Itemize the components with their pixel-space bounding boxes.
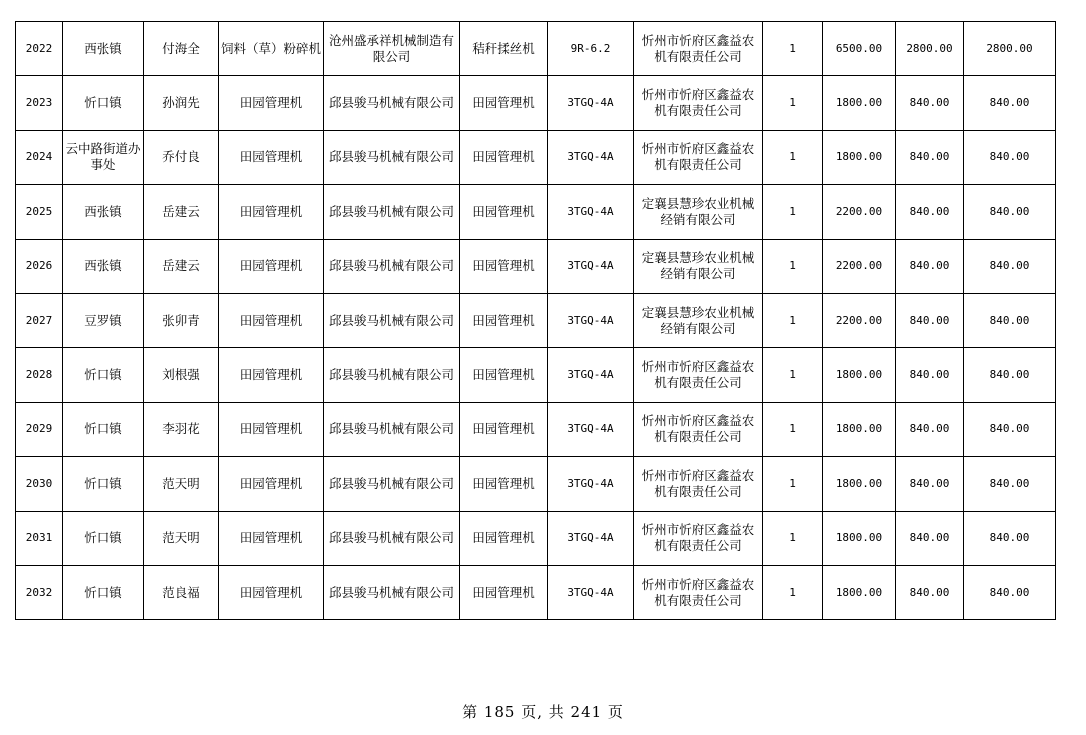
quantity-cell: 1 bbox=[763, 130, 823, 184]
machine-category-cell: 饲料（草）粉碎机 bbox=[219, 22, 324, 76]
table-row bbox=[16, 348, 1056, 402]
product-name-cell: 田园管理机 bbox=[460, 565, 548, 619]
record-number-cell: 2022 bbox=[16, 22, 63, 76]
sale-price-cell: 1800.00 bbox=[823, 457, 896, 511]
product-name-cell: 田园管理机 bbox=[460, 239, 548, 293]
farmer-name-cell: 张卯青 bbox=[144, 293, 219, 347]
dealer-cell: 忻州市忻府区鑫益农机有限责任公司 bbox=[634, 457, 763, 511]
subsidy-table bbox=[15, 21, 1056, 620]
subsidy-amount-cell: 840.00 bbox=[896, 565, 964, 619]
model-number-cell: 3TGQ-4A bbox=[548, 402, 634, 456]
model-number-cell: 3TGQ-4A bbox=[548, 130, 634, 184]
table-row bbox=[16, 185, 1056, 239]
sale-price-cell: 1800.00 bbox=[823, 76, 896, 130]
total-subsidy-cell: 840.00 bbox=[964, 348, 1056, 402]
model-number-cell: 3TGQ-4A bbox=[548, 76, 634, 130]
table-row bbox=[16, 402, 1056, 456]
machine-category-cell: 田园管理机 bbox=[219, 185, 324, 239]
subsidy-amount-cell: 840.00 bbox=[896, 130, 964, 184]
farmer-name-cell: 范天明 bbox=[144, 457, 219, 511]
quantity-cell: 1 bbox=[763, 565, 823, 619]
page-footer: 第 185 页, 共 241 页 bbox=[462, 703, 624, 721]
farmer-name-cell: 乔付良 bbox=[144, 130, 219, 184]
manufacturer-cell: 邱县骏马机械有限公司 bbox=[324, 511, 460, 565]
manufacturer-cell: 邱县骏马机械有限公司 bbox=[324, 76, 460, 130]
model-number-cell: 3TGQ-4A bbox=[548, 348, 634, 402]
machine-category-cell: 田园管理机 bbox=[219, 239, 324, 293]
quantity-cell: 1 bbox=[763, 402, 823, 456]
table-row bbox=[16, 565, 1056, 619]
township-cell: 忻口镇 bbox=[63, 402, 144, 456]
dealer-cell: 忻州市忻府区鑫益农机有限责任公司 bbox=[634, 348, 763, 402]
township-cell: 忻口镇 bbox=[63, 457, 144, 511]
total-subsidy-cell: 840.00 bbox=[964, 293, 1056, 347]
product-name-cell: 田园管理机 bbox=[460, 511, 548, 565]
sale-price-cell: 1800.00 bbox=[823, 565, 896, 619]
record-number-cell: 2030 bbox=[16, 457, 63, 511]
manufacturer-cell: 邱县骏马机械有限公司 bbox=[324, 130, 460, 184]
farmer-name-cell: 岳建云 bbox=[144, 185, 219, 239]
product-name-cell: 田园管理机 bbox=[460, 130, 548, 184]
model-number-cell: 3TGQ-4A bbox=[548, 511, 634, 565]
quantity-cell: 1 bbox=[763, 22, 823, 76]
model-number-cell: 9R-6.2 bbox=[548, 22, 634, 76]
sale-price-cell: 1800.00 bbox=[823, 402, 896, 456]
total-subsidy-cell: 840.00 bbox=[964, 130, 1056, 184]
township-cell: 豆罗镇 bbox=[63, 293, 144, 347]
dealer-cell: 忻州市忻府区鑫益农机有限责任公司 bbox=[634, 76, 763, 130]
table-row bbox=[16, 293, 1056, 347]
table-body bbox=[16, 22, 1056, 620]
product-name-cell: 田园管理机 bbox=[460, 185, 548, 239]
township-cell: 忻口镇 bbox=[63, 348, 144, 402]
sale-price-cell: 2200.00 bbox=[823, 293, 896, 347]
machine-category-cell: 田园管理机 bbox=[219, 130, 324, 184]
farmer-name-cell: 岳建云 bbox=[144, 239, 219, 293]
farmer-name-cell: 付海全 bbox=[144, 22, 219, 76]
quantity-cell: 1 bbox=[763, 185, 823, 239]
township-cell: 西张镇 bbox=[63, 22, 144, 76]
machine-category-cell: 田园管理机 bbox=[219, 76, 324, 130]
dealer-cell: 忻州市忻府区鑫益农机有限责任公司 bbox=[634, 402, 763, 456]
table-row bbox=[16, 76, 1056, 130]
dealer-cell: 定襄县慧珍农业机械经销有限公司 bbox=[634, 239, 763, 293]
township-cell: 西张镇 bbox=[63, 185, 144, 239]
quantity-cell: 1 bbox=[763, 76, 823, 130]
sale-price-cell: 1800.00 bbox=[823, 130, 896, 184]
product-name-cell: 田园管理机 bbox=[460, 457, 548, 511]
quantity-cell: 1 bbox=[763, 239, 823, 293]
subsidy-amount-cell: 840.00 bbox=[896, 76, 964, 130]
township-cell: 忻口镇 bbox=[63, 565, 144, 619]
record-number-cell: 2025 bbox=[16, 185, 63, 239]
sale-price-cell: 1800.00 bbox=[823, 511, 896, 565]
product-name-cell: 田园管理机 bbox=[460, 293, 548, 347]
table-row bbox=[16, 457, 1056, 511]
manufacturer-cell: 邱县骏马机械有限公司 bbox=[324, 239, 460, 293]
dealer-cell: 忻州市忻府区鑫益农机有限责任公司 bbox=[634, 511, 763, 565]
manufacturer-cell: 邱县骏马机械有限公司 bbox=[324, 565, 460, 619]
farmer-name-cell: 刘根强 bbox=[144, 348, 219, 402]
table-row bbox=[16, 22, 1056, 76]
subsidy-amount-cell: 840.00 bbox=[896, 348, 964, 402]
model-number-cell: 3TGQ-4A bbox=[548, 565, 634, 619]
quantity-cell: 1 bbox=[763, 348, 823, 402]
machine-category-cell: 田园管理机 bbox=[219, 293, 324, 347]
product-name-cell: 田园管理机 bbox=[460, 348, 548, 402]
farmer-name-cell: 范天明 bbox=[144, 511, 219, 565]
quantity-cell: 1 bbox=[763, 457, 823, 511]
record-number-cell: 2027 bbox=[16, 293, 63, 347]
machine-category-cell: 田园管理机 bbox=[219, 565, 324, 619]
record-number-cell: 2029 bbox=[16, 402, 63, 456]
manufacturer-cell: 邱县骏马机械有限公司 bbox=[324, 402, 460, 456]
dealer-cell: 忻州市忻府区鑫益农机有限责任公司 bbox=[634, 22, 763, 76]
model-number-cell: 3TGQ-4A bbox=[548, 293, 634, 347]
township-cell: 忻口镇 bbox=[63, 76, 144, 130]
total-subsidy-cell: 840.00 bbox=[964, 76, 1056, 130]
total-subsidy-cell: 840.00 bbox=[964, 185, 1056, 239]
record-number-cell: 2028 bbox=[16, 348, 63, 402]
subsidy-amount-cell: 840.00 bbox=[896, 457, 964, 511]
quantity-cell: 1 bbox=[763, 293, 823, 347]
model-number-cell: 3TGQ-4A bbox=[548, 239, 634, 293]
machine-category-cell: 田园管理机 bbox=[219, 457, 324, 511]
table-row bbox=[16, 130, 1056, 184]
total-subsidy-cell: 840.00 bbox=[964, 565, 1056, 619]
farmer-name-cell: 李羽花 bbox=[144, 402, 219, 456]
farmer-name-cell: 范良福 bbox=[144, 565, 219, 619]
product-name-cell: 田园管理机 bbox=[460, 76, 548, 130]
dealer-cell: 定襄县慧珍农业机械经销有限公司 bbox=[634, 185, 763, 239]
record-number-cell: 2024 bbox=[16, 130, 63, 184]
township-cell: 云中路街道办事处 bbox=[63, 130, 144, 184]
machine-category-cell: 田园管理机 bbox=[219, 348, 324, 402]
product-name-cell: 秸秆揉丝机 bbox=[460, 22, 548, 76]
subsidy-amount-cell: 840.00 bbox=[896, 185, 964, 239]
dealer-cell: 定襄县慧珍农业机械经销有限公司 bbox=[634, 293, 763, 347]
sale-price-cell: 2200.00 bbox=[823, 239, 896, 293]
record-number-cell: 2031 bbox=[16, 511, 63, 565]
total-subsidy-cell: 2800.00 bbox=[964, 22, 1056, 76]
subsidy-amount-cell: 840.00 bbox=[896, 239, 964, 293]
total-subsidy-cell: 840.00 bbox=[964, 457, 1056, 511]
subsidy-amount-cell: 2800.00 bbox=[896, 22, 964, 76]
record-number-cell: 2023 bbox=[16, 76, 63, 130]
subsidy-amount-cell: 840.00 bbox=[896, 293, 964, 347]
subsidy-amount-cell: 840.00 bbox=[896, 511, 964, 565]
record-number-cell: 2032 bbox=[16, 565, 63, 619]
total-subsidy-cell: 840.00 bbox=[964, 239, 1056, 293]
manufacturer-cell: 邱县骏马机械有限公司 bbox=[324, 293, 460, 347]
manufacturer-cell: 邱县骏马机械有限公司 bbox=[324, 457, 460, 511]
manufacturer-cell: 邱县骏马机械有限公司 bbox=[324, 348, 460, 402]
machine-category-cell: 田园管理机 bbox=[219, 402, 324, 456]
township-cell: 忻口镇 bbox=[63, 511, 144, 565]
farmer-name-cell: 孙润先 bbox=[144, 76, 219, 130]
manufacturer-cell: 邱县骏马机械有限公司 bbox=[324, 185, 460, 239]
sale-price-cell: 1800.00 bbox=[823, 348, 896, 402]
subsidy-amount-cell: 840.00 bbox=[896, 402, 964, 456]
table-row bbox=[16, 511, 1056, 565]
record-number-cell: 2026 bbox=[16, 239, 63, 293]
dealer-cell: 忻州市忻府区鑫益农机有限责任公司 bbox=[634, 565, 763, 619]
township-cell: 西张镇 bbox=[63, 239, 144, 293]
manufacturer-cell: 沧州盛承祥机械制造有限公司 bbox=[324, 22, 460, 76]
dealer-cell: 忻州市忻府区鑫益农机有限责任公司 bbox=[634, 130, 763, 184]
total-subsidy-cell: 840.00 bbox=[964, 511, 1056, 565]
quantity-cell: 1 bbox=[763, 511, 823, 565]
model-number-cell: 3TGQ-4A bbox=[548, 457, 634, 511]
product-name-cell: 田园管理机 bbox=[460, 402, 548, 456]
total-subsidy-cell: 840.00 bbox=[964, 402, 1056, 456]
model-number-cell: 3TGQ-4A bbox=[548, 185, 634, 239]
machine-category-cell: 田园管理机 bbox=[219, 511, 324, 565]
sale-price-cell: 6500.00 bbox=[823, 22, 896, 76]
sale-price-cell: 2200.00 bbox=[823, 185, 896, 239]
table-row bbox=[16, 239, 1056, 293]
